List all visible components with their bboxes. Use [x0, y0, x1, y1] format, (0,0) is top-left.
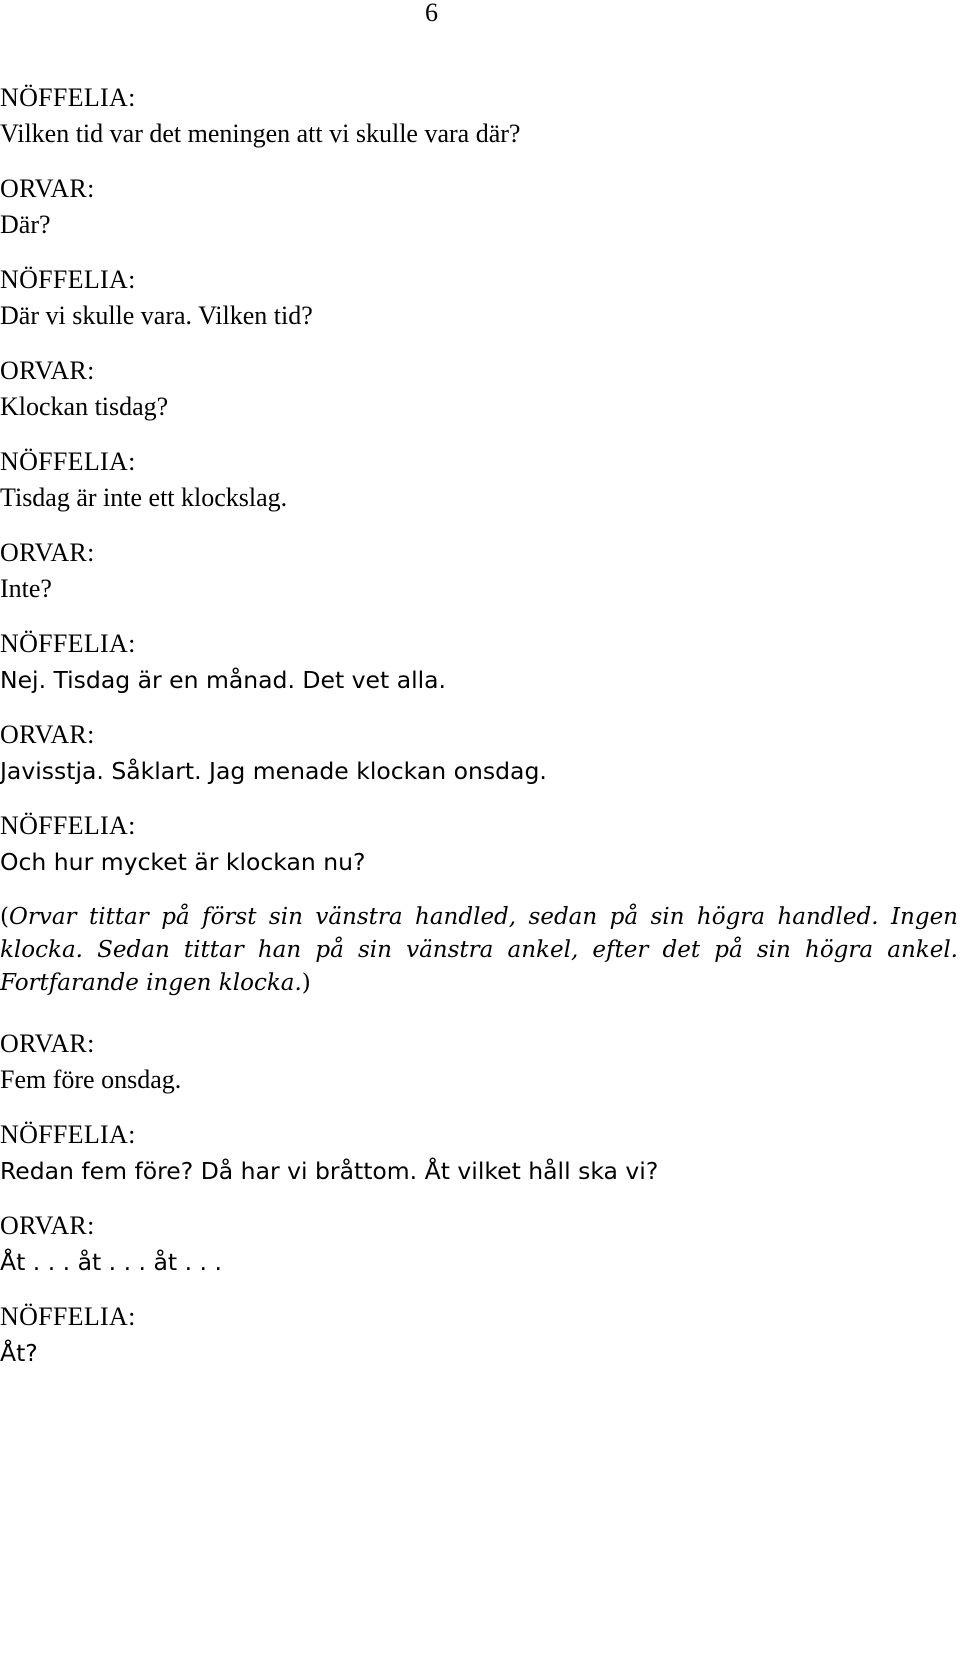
dialogue-line: Där vi skulle vara. Vilken tid?	[0, 301, 313, 330]
dialogue-line: Och hur mycket är klockan nu?	[0, 848, 366, 876]
dialogue-block	[0, 1026, 958, 1098]
speaker-name: ORVAR:	[0, 174, 95, 203]
script-body	[0, 80, 958, 1390]
speaker-name: NÖFFELIA:	[0, 1302, 136, 1331]
dialogue-block	[0, 353, 958, 425]
dialogue-line: Åt?	[0, 1339, 38, 1367]
speaker-name: NÖFFELIA:	[0, 265, 136, 294]
dialogue-block	[0, 80, 958, 152]
dialogue-block	[0, 717, 958, 789]
speaker-name: ORVAR:	[0, 1029, 95, 1058]
speaker-name: NÖFFELIA:	[0, 1120, 136, 1149]
dialogue-block	[0, 535, 958, 607]
stage-direction-open-paren: (	[0, 904, 9, 930]
dialogue-block	[0, 171, 958, 243]
dialogue-block	[0, 262, 958, 334]
dialogue-line: Inte?	[0, 574, 52, 603]
stage-direction	[0, 899, 958, 1000]
speaker-name: ORVAR:	[0, 538, 95, 567]
stage-direction-text: Orvar tittar på först sin vänstra handled, sedan på sin högra handled. Ingen klocka. Sedan tittar han på sin vänstra ankel, efter det på sin högra ankel. Fortfarande ingen klocka.	[0, 904, 958, 996]
speaker-name: ORVAR:	[0, 720, 95, 749]
dialogue-line: Redan fem före? Då har vi bråttom. Åt vilket håll ska vi?	[0, 1157, 659, 1185]
stage-direction-close-paren: )	[301, 970, 311, 996]
speaker-name: ORVAR:	[0, 356, 95, 385]
dialogue-line: Åt . . . åt . . . åt . . .	[0, 1248, 222, 1276]
speaker-name: ORVAR:	[0, 1211, 95, 1240]
dialogue-line: Vilken tid var det meningen att vi skulle vara där?	[0, 119, 521, 148]
page-number: 6	[425, 0, 438, 27]
dialogue-line: Klockan tisdag?	[0, 392, 169, 421]
dialogue-line: Fem före onsdag.	[0, 1065, 182, 1094]
dialogue-block	[0, 1299, 958, 1371]
dialogue-line: Där?	[0, 210, 51, 239]
dialogue-line: Nej. Tisdag är en månad. Det vet alla.	[0, 666, 447, 694]
dialogue-line: Tisdag är inte ett klockslag.	[0, 483, 288, 512]
speaker-name: NÖFFELIA:	[0, 83, 136, 112]
dialogue-block	[0, 808, 958, 880]
dialogue-line: Javisstja. Såklart. Jag menade klockan onsdag.	[0, 757, 547, 785]
dialogue-block	[0, 1208, 958, 1280]
speaker-name: NÖFFELIA:	[0, 811, 136, 840]
speaker-name: NÖFFELIA:	[0, 629, 136, 658]
dialogue-block	[0, 1117, 958, 1189]
dialogue-block	[0, 626, 958, 698]
speaker-name: NÖFFELIA:	[0, 447, 136, 476]
dialogue-block	[0, 444, 958, 516]
